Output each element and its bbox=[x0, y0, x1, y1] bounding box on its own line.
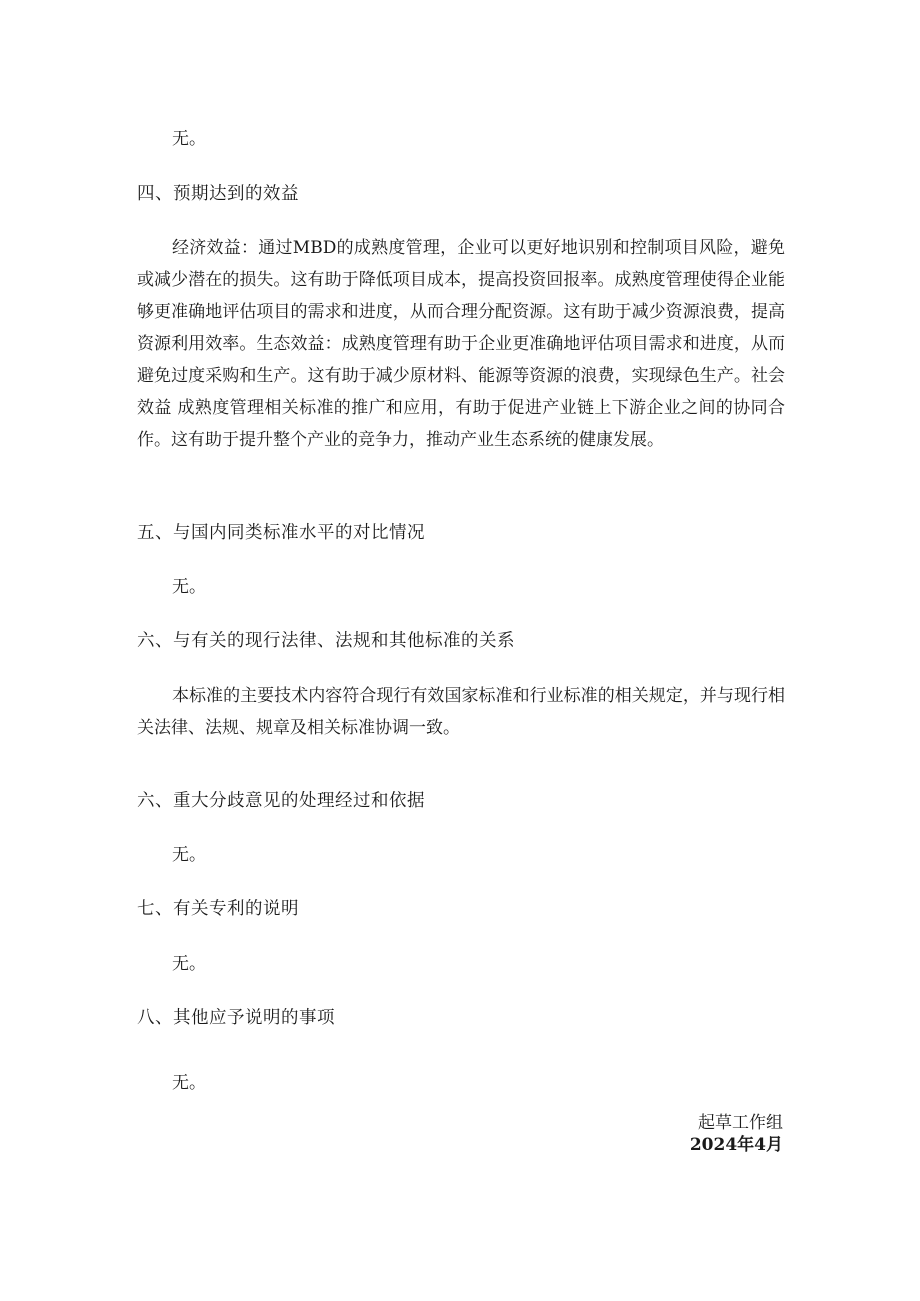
none-text-top: 无。 bbox=[172, 129, 206, 149]
drafting-group-label: 起草工作组 bbox=[698, 1113, 783, 1133]
section-6a-body: 本标准的主要技术内容符合现行有效国家标准和行业标准的相关规定，并与现行相关法律、法规、规章及相关标准协调一致。 bbox=[137, 686, 785, 738]
section-5-body: 无。 bbox=[172, 577, 206, 597]
section-7-heading: 七、有关专利的说明 bbox=[137, 899, 299, 919]
section-8-body: 无。 bbox=[172, 1073, 206, 1093]
section-6b-heading: 六、重大分歧意见的处理经过和依据 bbox=[137, 791, 425, 811]
signature-block bbox=[690, 1112, 783, 1156]
section-6a-heading: 六、与有关的现行法律、法规和其他标准的关系 bbox=[137, 631, 515, 651]
section-6b-body: 无。 bbox=[172, 845, 206, 865]
signature-date: 2024年4月 bbox=[689, 1135, 783, 1155]
section-7-body: 无。 bbox=[172, 954, 206, 974]
section-5-heading: 五、与国内同类标准水平的对比情况 bbox=[137, 523, 425, 543]
section-4-heading: 四、预期达到的效益 bbox=[137, 184, 299, 204]
section-4-body: 经济效益：通过MBD的成熟度管理，企业可以更好地识别和控制项目风险，避免或减少潜在的损失。这有助于降低项目成本，提高投资回报率。成熟度管理使得企业能够更准确地评估项目的需求和进度，从而合理分配资源。这有助于减少资源浪费，提高资源利用效率。生态效益：成熟度管理有助于企业更准确地评估项目需求和进度，从而避免过度采购和生产。这有助于减少原材料、能源等资源的浪费，实现绿色生产。社会效益 成熟度管理相关标准的推广和应用，有助于促进产业链上下游企业之间的协同合作。这有助于提升整个产业的竞争力，推动产业生态系统的健康发展。 bbox=[137, 238, 785, 450]
section-8-heading: 八、其他应予说明的事项 bbox=[137, 1008, 335, 1028]
